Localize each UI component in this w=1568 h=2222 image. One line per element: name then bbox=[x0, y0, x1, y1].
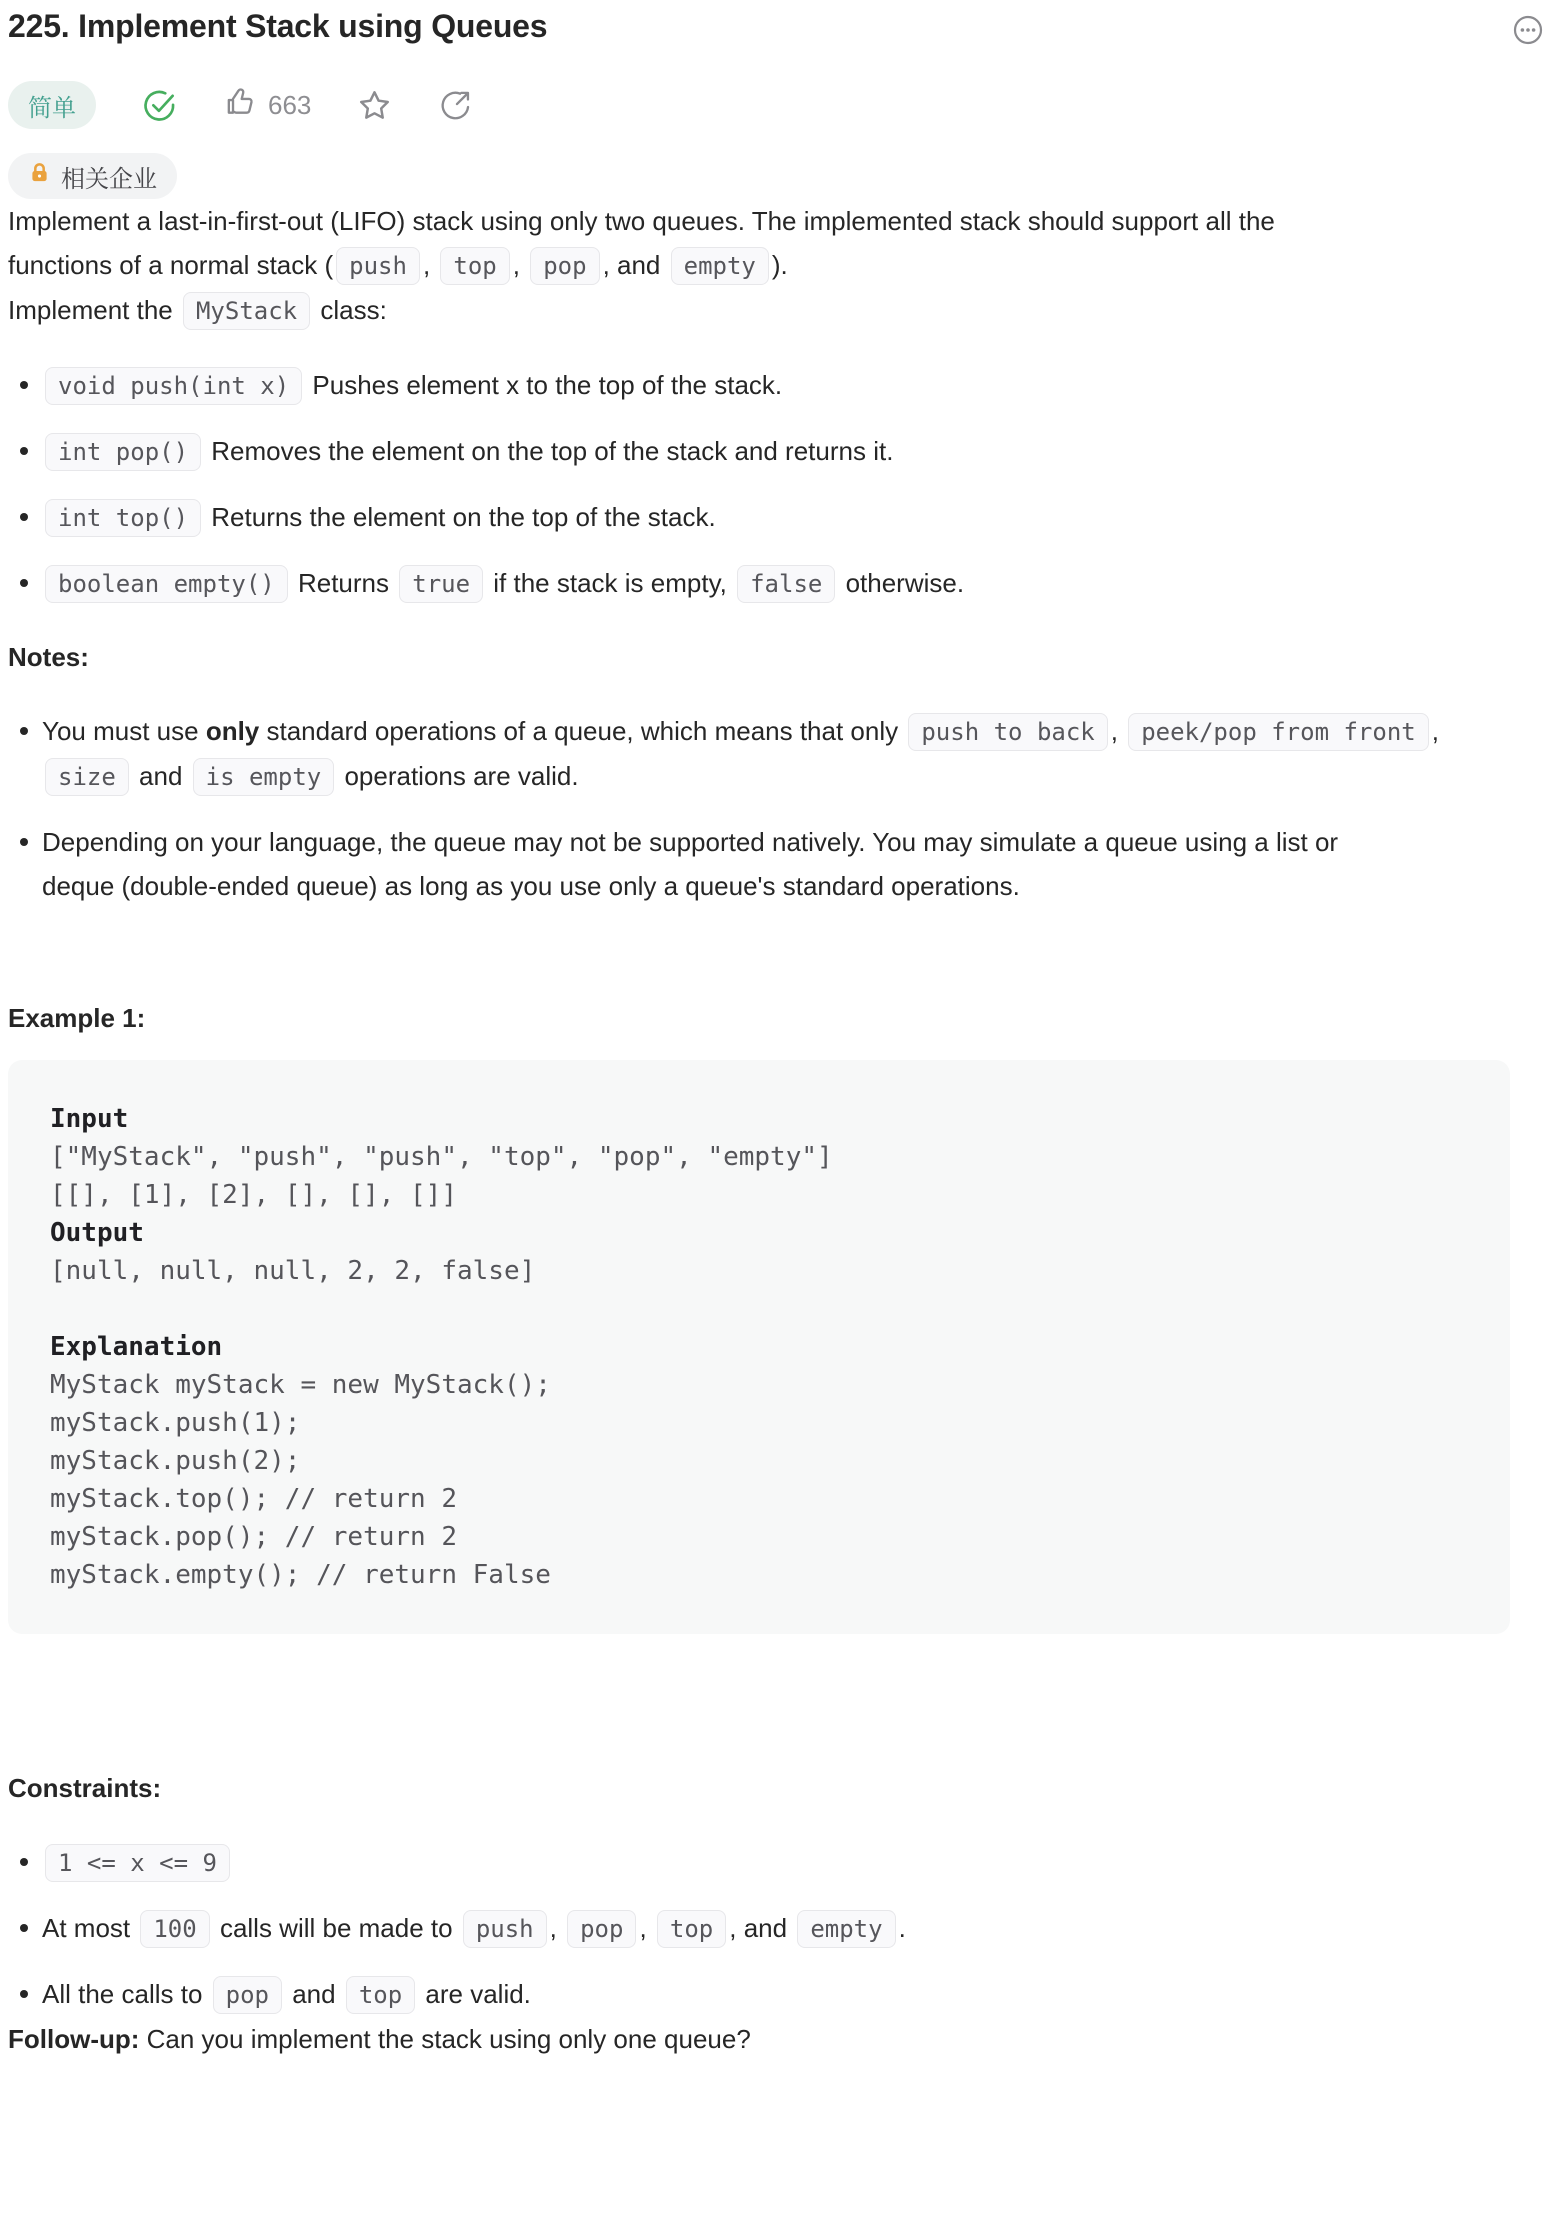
inline-code: true bbox=[399, 565, 483, 603]
like-count: 663 bbox=[268, 89, 312, 120]
star-icon bbox=[356, 87, 393, 124]
list-item: int top() Returns the element on the top of the stack. bbox=[8, 495, 1518, 540]
constraints-list bbox=[8, 1840, 1518, 2017]
code-line: myStack.push(2); bbox=[50, 1446, 301, 1476]
list-item: void push(int x) Pushes element x to the top of the stack. bbox=[8, 363, 1518, 408]
inline-code: empty bbox=[797, 1910, 895, 1948]
inline-code: size bbox=[45, 758, 129, 796]
code-line bbox=[50, 1290, 1466, 1328]
more-options-button[interactable] bbox=[1513, 15, 1543, 50]
code-line: Input bbox=[50, 1104, 129, 1134]
tag-row bbox=[8, 153, 1518, 199]
lock-icon bbox=[28, 161, 51, 191]
implement-class-paragraph: Implement the MyStack class: bbox=[8, 288, 1518, 333]
check-circle-icon bbox=[141, 87, 178, 124]
code-line: myStack.empty(); // return False bbox=[50, 1560, 551, 1590]
inline-code: 100 bbox=[140, 1910, 209, 1948]
code-line: myStack.top(); // return 2 bbox=[50, 1484, 457, 1514]
like-button[interactable] bbox=[223, 84, 311, 126]
list-item: boolean empty() Returns true if the stack is empty, false otherwise. bbox=[8, 561, 1518, 606]
followup-paragraph: Follow-up: Can you implement the stack using only one queue? bbox=[8, 2024, 751, 2054]
constraints-heading: Constraints: bbox=[8, 1773, 162, 1803]
inline-code: push bbox=[336, 247, 420, 285]
example-code-block bbox=[8, 1060, 1510, 1634]
inline-code: push to back bbox=[908, 713, 1107, 751]
inline-code: push bbox=[463, 1910, 547, 1948]
inline-code: MyStack bbox=[183, 292, 310, 330]
list-item bbox=[8, 1840, 1518, 1885]
list-item: Depending on your language, the queue may not be supported natively. You may simulate a queue using a list or deque (double-ended queue) as long as you use only a queue's standard operations. bbox=[8, 820, 1518, 908]
code-line: MyStack myStack = new MyStack(); bbox=[50, 1370, 551, 1400]
inline-code: is empty bbox=[193, 758, 335, 796]
inline-code: false bbox=[737, 565, 835, 603]
example-heading: Example 1: bbox=[8, 1003, 146, 1033]
share-arrow-icon bbox=[438, 88, 473, 123]
ellipsis-circle-icon bbox=[1513, 32, 1543, 49]
inline-code: pop bbox=[530, 247, 599, 285]
share-button[interactable] bbox=[438, 88, 473, 123]
inline-code: top bbox=[440, 247, 509, 285]
code-line: ["MyStack", "push", "push", "top", "pop", "empty"] bbox=[50, 1142, 833, 1172]
inline-code: empty bbox=[671, 247, 769, 285]
notes-heading: Notes: bbox=[8, 642, 89, 672]
code-line: Output bbox=[50, 1218, 144, 1248]
code-line: myStack.pop(); // return 2 bbox=[50, 1522, 457, 1552]
inline-code: int pop() bbox=[45, 433, 201, 471]
list-item: At most 100 calls will be made to push , pop , top , and empty . bbox=[8, 1906, 1518, 1951]
inline-code: pop bbox=[213, 1976, 282, 2014]
list-item: All the calls to pop and top are valid. bbox=[8, 1972, 1518, 2017]
thumbs-up-icon bbox=[223, 84, 258, 126]
list-item: int pop() Removes the element on the top of the stack and returns it. bbox=[8, 429, 1518, 474]
inline-code: 1 <= x <= 9 bbox=[45, 1844, 230, 1882]
code-line: [[], [1], [2], [], [], []] bbox=[50, 1180, 457, 1210]
code-line: Explanation bbox=[50, 1332, 223, 1362]
favorite-button[interactable] bbox=[356, 87, 393, 124]
inline-code: void push(int x) bbox=[45, 367, 302, 405]
inline-code: peek/pop from front bbox=[1128, 713, 1429, 751]
inline-code: boolean empty() bbox=[45, 565, 288, 603]
solved-status-button[interactable] bbox=[141, 87, 178, 124]
difficulty-badge[interactable]: 简单 bbox=[8, 81, 96, 129]
page-title: 225. Implement Stack using Queues bbox=[8, 8, 548, 44]
inline-code: top bbox=[346, 1976, 415, 2014]
meta-row bbox=[8, 80, 1518, 130]
description-paragraph: Implement a last-in-first-out (LIFO) stack using only two queues. The implemented stack should support all the functions of a normal stack ( push , top , pop , and empty ). bbox=[8, 199, 1518, 288]
inline-code: pop bbox=[567, 1910, 636, 1948]
code-line: [null, null, null, 2, 2, false] bbox=[50, 1256, 536, 1286]
inline-code: top bbox=[657, 1910, 726, 1948]
code-line: myStack.push(1); bbox=[50, 1408, 301, 1438]
company-tag[interactable] bbox=[8, 153, 177, 199]
list-item: You must use only standard operations of a queue, which means that only push to back , peek/pop from front , size and is empty operations are valid. bbox=[8, 709, 1518, 799]
methods-list bbox=[8, 363, 1518, 606]
notes-list bbox=[8, 709, 1518, 908]
inline-code: int top() bbox=[45, 499, 201, 537]
company-tag-label: 相关企业 bbox=[61, 165, 157, 193]
